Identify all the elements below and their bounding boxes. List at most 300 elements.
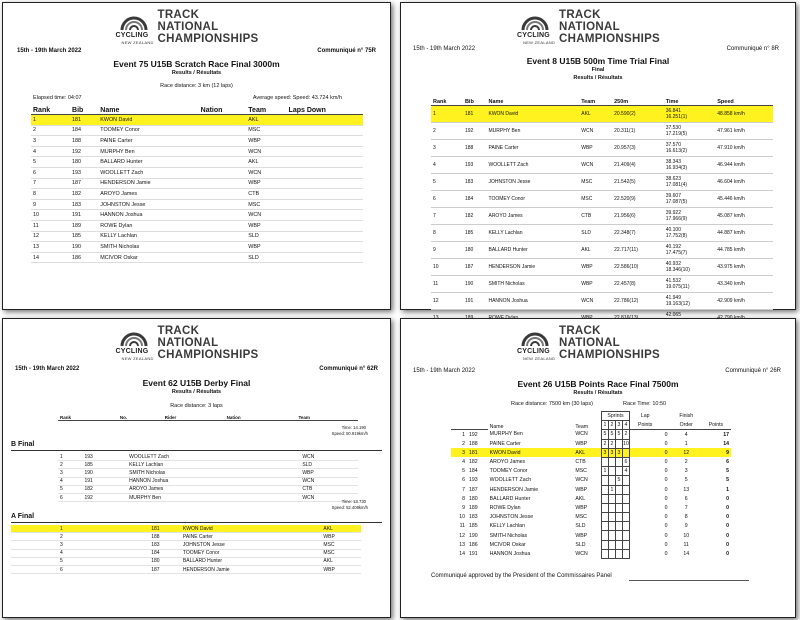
table-cell: WCN [246,167,286,178]
table-cell [287,199,363,210]
logo-brand-sub: NEW ZEALAND [523,356,556,361]
finish-order-cell: 7 [684,504,688,511]
table-cell [287,231,363,242]
table-cell: HANNON Joshua [486,293,579,310]
rank-cell: 8 [462,495,465,502]
table-cell: 185 [463,225,487,242]
lap-points-cell [629,457,660,466]
table-cell: 193 [83,453,128,461]
table-cell: CTB [579,208,612,225]
final-time: 40.932 [665,261,681,267]
table-cell: BALLARD Hunter [181,557,311,565]
table-cell: WCN [300,477,358,485]
table-cell: 180 [149,557,181,565]
logo-title-line1: TRACK [559,9,601,21]
bib-cell: 186 [468,541,478,548]
table-row [31,146,363,157]
name-cell: PAINE Carter [489,440,521,447]
table-cell: SMITH Nicholas [98,242,198,253]
table-cell: 4 [431,157,463,174]
sprint-cell [622,522,629,531]
table-cell: HANNON Joshua [127,477,286,485]
final-time: 40.100 [665,227,681,233]
table-cell: 188 [463,140,487,157]
speed-cell: 48.858 km/h [715,106,773,123]
split-time: 19.075(11) [665,284,690,290]
results-subtitle: Results / Résultats [171,389,222,395]
table-cell [311,533,321,541]
split-time: 16.613(2) [665,148,688,154]
table-cell [199,189,247,200]
column-header: Team [296,415,358,421]
zero-cell: 0 [664,523,668,530]
sprint-cell [608,540,615,549]
sprint-cell [601,522,608,531]
sprint-cell: 2 [601,439,608,448]
zero-cell: 0 [664,431,668,438]
final-time: 37.570 [665,142,681,148]
team-cell: WBP [575,532,588,539]
name-cell: ROWE Dylan [489,504,521,511]
speed-cell: 47.910 km/h [715,140,773,157]
cycling-wheel-icon [513,8,557,34]
average-speed: Average speed: Speed: 43.724 km/h [252,95,342,101]
time-cell [664,293,716,310]
table-cell: 185 [83,461,128,469]
table-cell: WBP [246,178,286,189]
sprint-cell [601,485,608,494]
table-row [31,242,363,253]
table-cell: 181 [149,525,181,533]
table-cell: CTB [246,189,286,200]
table-cell: 188 [149,533,181,541]
lap-points-cell [629,513,660,522]
table-cell: TOOMEY Conor [98,125,198,136]
sprint-cell [601,531,608,540]
event-date: 15th - 19th March 2022 [15,366,80,372]
table-cell [287,136,363,147]
event-title: Event 8 U15B 500m Time Trial Final [526,56,670,66]
table-row [431,259,773,276]
table-cell: 5 [431,174,463,191]
zero-cell: 0 [664,541,668,548]
sprint-cell: 3 [601,448,608,457]
table-cell: 181 [70,115,98,126]
sprint-cell [608,522,615,531]
sprint-cell: 10 [623,440,629,447]
bib-cell: 191 [468,550,478,557]
table-row [451,439,731,448]
table-cell: 8 [31,189,70,200]
table-cell: 4 [58,477,83,485]
bib-cell: 192 [468,431,478,438]
communique-number: Communiqué n° 26R [725,368,781,374]
table-row [58,477,358,485]
name-cell: SMITH Nicholas [489,532,528,539]
table-cell [287,157,363,168]
table-cell: MCIVOR Oskar [98,252,198,263]
table-row [431,174,773,191]
sprint-cell [622,531,629,540]
rank-cell: 7 [462,486,465,493]
table-cell: 1 [58,453,83,461]
finish-order-cell: 9 [684,523,688,530]
table-row [451,457,731,466]
cycling-wheel-icon [112,324,156,350]
table-cell: 21.542(5) [612,174,664,191]
finish-order-cell: 3 [684,468,688,475]
results-table [31,107,363,263]
time-cell [664,157,716,174]
table-row [451,513,731,522]
lap-points-cell [629,540,660,549]
table-cell [286,453,300,461]
sprint-cell [601,513,608,522]
finish-order-header: Order [672,421,701,430]
split-time: 17.752(8) [665,233,688,239]
table-row [31,115,363,126]
table-cell: 9 [31,199,70,210]
table-row [431,106,773,123]
split-time: 19.163(12) [665,301,690,307]
table-cell: AROYO James [98,189,198,200]
table-cell: 184 [149,549,181,557]
finish-order-cell: 8 [684,514,688,521]
logo-brand: CYCLING [517,32,550,39]
zero-cell: 0 [664,486,668,493]
table-row [31,157,363,168]
table-cell [199,146,247,157]
results-subtitle: Results / Résultats [573,75,623,81]
logo-brand: CYCLING [115,348,149,355]
table-row [58,453,358,461]
rank-cell: 12 [459,532,465,539]
table-cell: WBP [246,136,286,147]
logo-title-line1: TRACK [157,9,200,21]
table-row [31,167,363,178]
name-cell: TOOMEY Conor [489,468,528,475]
table-cell: WBP [579,276,612,293]
table-cell [199,167,247,178]
column-header: Speed [715,99,773,106]
column-header: Team [246,107,286,115]
table-row [451,549,731,558]
table-cell: 13 [31,242,70,253]
table-cell: 181 [463,106,487,123]
name-cell: MCIVOR Oskar [489,541,526,548]
table-cell: 14 [31,252,70,263]
table-cell: KELLY Lachlan [98,231,198,242]
zero-cell: 0 [664,468,668,475]
table-cell: 180 [463,242,487,259]
split-time: 17.081(4) [665,182,688,188]
sprint-cell [601,549,608,558]
table-row [451,540,731,549]
table-cell: WOOLLETT Zach [127,453,286,461]
column-header: Nation [225,415,297,421]
table-cell [199,125,247,136]
table-cell: BALLARD Hunter [98,157,198,168]
table-cell: SMITH Nicholas [486,276,579,293]
table-cell: 3 [11,541,149,549]
bib-cell: 180 [468,495,478,502]
table-cell: SLD [246,252,286,263]
table-cell: AKL [579,106,612,123]
sprint-cell [615,513,622,522]
table-cell: HENDERSON Jamie [181,565,311,573]
table-cell: WBP [246,220,286,231]
time-cell [664,123,716,140]
finish-order-cell: 12 [672,448,701,457]
results-table [431,99,773,327]
zero-cell: 0 [664,495,668,502]
table-cell: 6 [431,191,463,208]
name-cell: WOOLLETT Zach [489,477,532,484]
table-cell: 3 [58,469,83,477]
table-row [451,503,731,512]
table-cell: 3 [431,140,463,157]
sprint-cell [622,503,629,512]
table-row [431,123,773,140]
lap-points-cell [629,448,660,457]
rank-cell: 10 [459,514,465,521]
sprint-cell [608,503,615,512]
a-final-table [11,525,361,574]
table-cell: 7 [431,208,463,225]
table-cell: 193 [70,167,98,178]
final-time: 41.949 [665,295,681,301]
table-cell: 4 [11,549,149,557]
name-cell: KELLY Lachlan [489,523,525,530]
split-time: 18.346(10) [665,267,690,273]
table-row [31,178,363,189]
table-row [451,476,731,485]
sprint-cell [601,540,608,549]
bib-cell: 183 [468,514,478,521]
finish-order-cell: 2 [684,459,688,466]
table-cell: AROYO James [486,208,579,225]
lap-header: Lap [629,412,660,421]
sprint-cell: 2 [622,430,629,439]
logo-title-line2: NATIONAL [157,337,219,349]
speed-cell: 43.975 km/h [715,259,773,276]
split-time: 16.251(1) [665,114,688,120]
table-cell: 192 [70,146,98,157]
table-cell: 182 [70,189,98,200]
table-cell: 11 [31,220,70,231]
sprint-cell [622,513,629,522]
column-header: Bib [463,99,487,106]
column-header: Nation [199,107,247,115]
table-cell [199,252,247,263]
bib-cell: 190 [468,532,478,539]
column-header: Rank [31,107,70,115]
lap-points-cell [629,549,660,558]
sprint-cell [622,485,629,494]
table-cell: MSC [579,174,612,191]
team-cell: AKL [575,495,586,502]
table-cell: 9 [431,242,463,259]
final-time: 42.065 [665,312,681,318]
table-cell: 193 [463,157,487,174]
sprint-cell [608,457,615,466]
logo-brand-sub: NEW ZEALAND [523,40,556,45]
logo-title-line3: CHAMPIONSHIPS [559,349,661,361]
table-row [431,191,773,208]
signature-line [629,580,749,581]
table-cell [286,461,300,469]
table-cell: 5 [11,557,149,565]
team-cell: WBP [575,486,588,493]
final-time: 38.623 [665,176,681,182]
points-race-results-sheet [400,318,796,618]
lap-points-cell [629,531,660,540]
final-time: 39.922 [665,210,681,216]
table-cell: 6 [11,565,149,573]
split-time: 17.966(9) [665,216,688,222]
table-cell [199,115,247,126]
table-cell: PAINE Carter [98,136,198,147]
rank-cell: 5 [462,468,465,475]
table-cell: 184 [463,191,487,208]
time-cell [664,242,716,259]
table-cell: AKL [579,242,612,259]
total-points-cell: 0 [726,523,729,530]
race-distance: Race distance: 3 km (12 laps) [160,83,233,89]
table-cell: AROYO James [127,485,286,493]
table-cell [287,115,363,126]
logo-title-line3: CHAMPIONSHIPS [157,33,259,45]
table-cell [311,541,321,549]
communique-number: Communiqué n° 62R [319,366,378,372]
logo-brand: CYCLING [517,348,550,355]
table-cell: 1 [31,115,70,126]
table-cell: JOHNSTON Jesse [486,174,579,191]
table-cell: MURPHY Ben [486,123,579,140]
time-cell [664,259,716,276]
team-cell: WBP [575,504,588,511]
sprint-cell: 5 [608,430,615,439]
table-row [451,531,731,540]
approval-note: Communiqué approved by the President of the Commissaires Panel [431,573,612,579]
team-cell: SLD [575,523,586,530]
rank-cell: 9 [462,504,465,511]
sprint-cell [615,439,622,448]
table-row [11,533,361,541]
rank-cell: 11 [459,523,465,530]
speed-cell: 45.446 km/h [715,191,773,208]
table-cell [311,557,321,565]
final-time: 39.607 [665,193,681,199]
table-cell: KWON David [181,525,311,533]
team-cell: SLD [575,541,586,548]
final-time: 36.841 [665,108,681,114]
sprint-cell: 6 [622,457,629,466]
table-cell: MSC [579,191,612,208]
rank-cell: 1 [462,431,465,438]
column-header: Time [664,99,716,106]
sprint-cell: 1 [608,485,615,494]
sprint-cell [622,549,629,558]
table-cell [311,565,321,573]
table-cell: 12 [431,293,463,310]
lap-points-cell [629,485,660,494]
team-cell: MSC [575,514,587,521]
table-cell: 182 [463,208,487,225]
zero-cell: 0 [664,477,668,484]
b-final-table [58,453,358,502]
table-row [31,125,363,136]
sprint-cell [615,467,622,476]
total-points-cell: 0 [726,541,729,548]
column-header: Team [579,99,612,106]
column-header: Laps Down [287,107,363,115]
speed-cell: 47.961 km/h [715,123,773,140]
b-final-heading: B Final [11,441,35,448]
championship-logo [112,324,282,366]
table-cell [311,525,321,533]
sprint-cell [608,476,615,485]
a-final-heading: A Final [11,513,35,520]
table-cell: 2 [11,533,149,541]
table-cell: 187 [149,565,181,573]
table-cell: WCN [579,293,612,310]
race-distance: Race distance: 7500 km (30 laps) [511,401,593,407]
table-cell: 182 [83,485,128,493]
sprint-cell [622,494,629,503]
table-cell: 183 [70,199,98,210]
total-points-cell: 5 [726,468,729,475]
column-header: Rank [58,415,118,421]
table-row [431,157,773,174]
lap-points-cell [629,494,660,503]
table-cell: SLD [579,225,612,242]
results-subtitle: Results / Résultats [171,70,222,76]
table-cell [287,220,363,231]
finish-header: Finish [679,413,694,420]
zero-cell: 0 [664,514,668,521]
time-cell [664,191,716,208]
table-row [31,252,363,263]
table-cell: 2 [431,123,463,140]
a-final-time: Time: 13.730 [341,499,366,504]
event-date: 15th - 19th March 2022 [413,368,476,374]
table-cell: WCN [579,157,612,174]
table-cell: 5 [58,485,83,493]
table-cell: WCN [300,453,358,461]
table-cell: 187 [70,178,98,189]
table-cell: MSC [246,125,286,136]
table-cell: 192 [83,493,128,501]
lap-points-header: Points [629,421,660,430]
event-date: 15th - 19th March 2022 [17,48,82,54]
logo-title-line2: NATIONAL [559,21,620,33]
table-cell [199,231,247,242]
sprint-cell [615,522,622,531]
table-cell: AKL [321,557,361,565]
table-cell: CTB [300,485,358,493]
lap-points-cell [629,503,660,512]
logo-brand: CYCLING [115,32,149,39]
table-cell [287,178,363,189]
race-distance: Race distance: 3 laps [170,403,223,409]
championship-logo [112,8,282,50]
cycling-wheel-icon [112,8,156,34]
table-cell: 22.717(11) [612,242,664,259]
cycling-wheel-icon [513,324,557,350]
team-cell: AKL [573,448,601,457]
table-cell: WBP [321,565,361,573]
